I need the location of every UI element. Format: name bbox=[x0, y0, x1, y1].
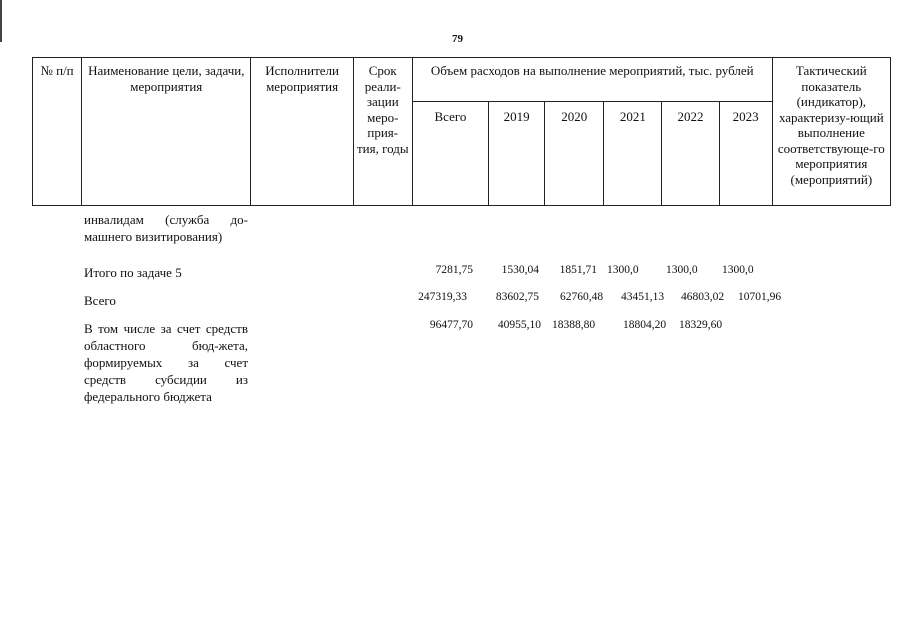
all-2022: 46803,02 bbox=[681, 291, 725, 303]
regional-2022: 18329,60 bbox=[679, 319, 723, 331]
task5-2022: 1300,0 bbox=[666, 264, 698, 276]
table-header bbox=[32, 57, 891, 206]
header-indicator: Тактический показатель (индикатор), характеризу-ющий выполнение соответствующе-го мероприятия (мероприятий) bbox=[772, 58, 890, 206]
header-term: Срок реали-зации меро-прия-тия, годы bbox=[353, 58, 412, 206]
regional-2020: 18388,80 bbox=[552, 319, 596, 331]
task5-label: Итого по задаче 5 bbox=[84, 265, 182, 280]
page-number: 79 bbox=[452, 33, 463, 45]
all-2021: 43451,13 bbox=[621, 291, 665, 303]
all-total: 247319,33 bbox=[418, 291, 467, 303]
task5-2023: 1300,0 bbox=[722, 264, 754, 276]
header-year-2021: 2021 bbox=[604, 102, 662, 206]
header-year-2023: 2023 bbox=[719, 102, 772, 206]
all-2020: 62760,48 bbox=[560, 291, 604, 303]
task5-2021: 1300,0 bbox=[607, 264, 639, 276]
regional-total: 96477,70 bbox=[429, 319, 473, 331]
regional-2019: 40955,10 bbox=[497, 319, 541, 331]
header-volume: Объем расходов на выполнение мероприятий, тыс. рублей bbox=[412, 58, 772, 102]
header-name: Наименование цели, задачи, мероприятия bbox=[82, 58, 251, 206]
scan-edge-mark bbox=[0, 0, 2, 42]
header-year-2020: 2020 bbox=[545, 102, 604, 206]
all-2019: 83602,75 bbox=[495, 291, 539, 303]
header-executors: Исполнители мероприятия bbox=[251, 58, 353, 206]
task5-total: 7281,75 bbox=[435, 264, 473, 276]
header-number: № п/п bbox=[33, 58, 82, 206]
header-year-2019: 2019 bbox=[489, 102, 545, 206]
continued-description: инвалидам (служба до-машнего визитирования) bbox=[84, 212, 248, 244]
header-year-2022: 2022 bbox=[662, 102, 719, 206]
regional-label: В том числе за счет средств областного бюд-жета, формируемых за счет средств субсидии из федерального бюджета bbox=[84, 321, 248, 404]
all-label: Всего bbox=[84, 293, 116, 308]
task5-2020: 1851,71 bbox=[559, 264, 597, 276]
task5-2019: 1530,04 bbox=[501, 264, 539, 276]
regional-2021: 18804,20 bbox=[623, 319, 667, 331]
header-total: Всего bbox=[412, 102, 488, 206]
all-2023: 10701,96 bbox=[738, 291, 782, 303]
